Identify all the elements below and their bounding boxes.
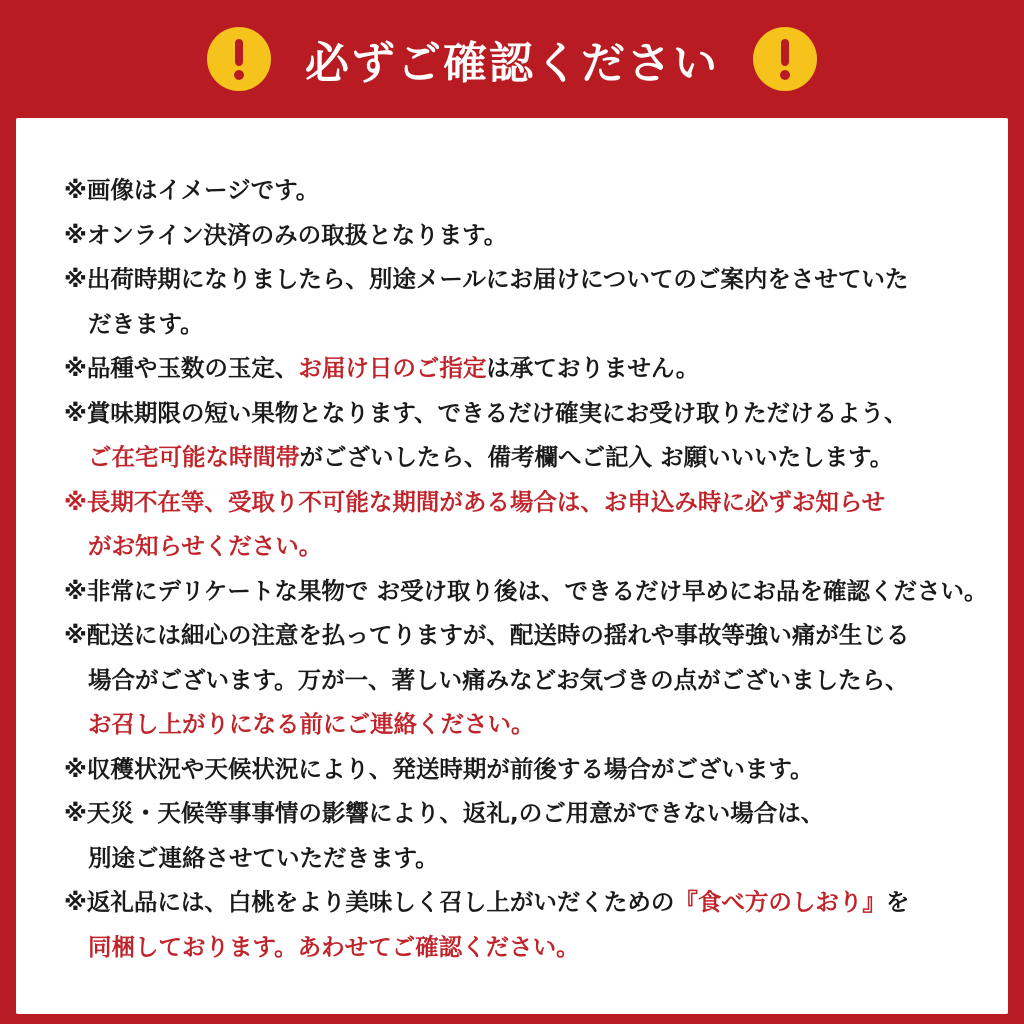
- note-text: を: [885, 888, 910, 916]
- note-highlight: 『食べ方のしおり』: [674, 888, 886, 916]
- notice-title: 必ずご確認ください: [305, 38, 719, 89]
- note-text: がございしたら、備考欄へご記入 お願いいいたします。: [299, 443, 894, 471]
- note-highlight-cont: お召し上がりになる前にご連絡ください。: [88, 710, 535, 738]
- note-harvest: [64, 747, 994, 792]
- notice-panel: [16, 118, 1008, 1014]
- note-image: [64, 168, 994, 213]
- note-highlight: ※長期不在等、受取り不可能な期間がある場合は、お申込み時に必ずお知らせ: [64, 487, 886, 516]
- notice-header: [0, 0, 1024, 118]
- note-text: ※非常にデリケートな果物で お受け取り後は、できるだけ早めにお品を確認ください。: [64, 576, 988, 605]
- note-text: ※天災・天候等事事情の影響により、返礼,のご用意ができない場合は、: [64, 799, 825, 827]
- note-highlight-cont: がお知らせください。: [88, 532, 323, 560]
- exclamation-icon: [207, 27, 271, 91]
- exclamation-icon: [753, 27, 817, 91]
- note-text: ※オンライン決済のみの取扱となります。: [64, 220, 508, 249]
- note-text-cont: [64, 435, 994, 480]
- note-text: ※収穫状況や天候状況により、発送時期が前後する場合がございます。: [64, 754, 814, 783]
- note-absence: [64, 480, 994, 569]
- notes-list: [64, 168, 994, 969]
- note-text: ※賞味期限の短い果物となります、できるだけ確実にお受け取りただけるよう、: [64, 398, 908, 427]
- note-disaster: [64, 791, 994, 880]
- note-delivery-date: [64, 346, 994, 391]
- note-highlight-cont: 同梱しております。あわせてご確認ください。: [88, 932, 580, 961]
- note-damage: [64, 613, 994, 747]
- note-shelf-life: [64, 391, 994, 480]
- note-text: ※出荷時期になりましたら、別途メールにお届けについてのご案内をさせていた: [64, 265, 909, 293]
- note-delicate-fruit: [64, 569, 994, 614]
- note-highlight: ご在宅可能な時間帯: [88, 443, 300, 471]
- note-text: ※画像はイメージです。: [64, 176, 320, 204]
- note-text-cont: だきます。: [88, 309, 204, 338]
- note-text-cont: 別途ご連絡させていただきます。: [88, 843, 439, 872]
- note-text: ※配送には細心の注意を払ってりますが、配送時の揺れや事故等強い痛が生じる: [64, 621, 910, 649]
- note-guide-booklet: [64, 880, 994, 969]
- note-text: ※返礼品には、白桃をより美味しく召し上がいだくための: [64, 888, 675, 916]
- note-text-cont: 場合がございます。万が一、著しい痛みなどお気づきの点がございましたら、: [88, 665, 909, 694]
- note-shipping-email: [64, 257, 994, 346]
- note-text: は承ておりません。: [486, 354, 700, 382]
- note-payment: [64, 213, 994, 258]
- note-text: ※品種や玉数の玉定、: [64, 354, 299, 382]
- note-highlight: お届け日のご指定: [298, 354, 487, 382]
